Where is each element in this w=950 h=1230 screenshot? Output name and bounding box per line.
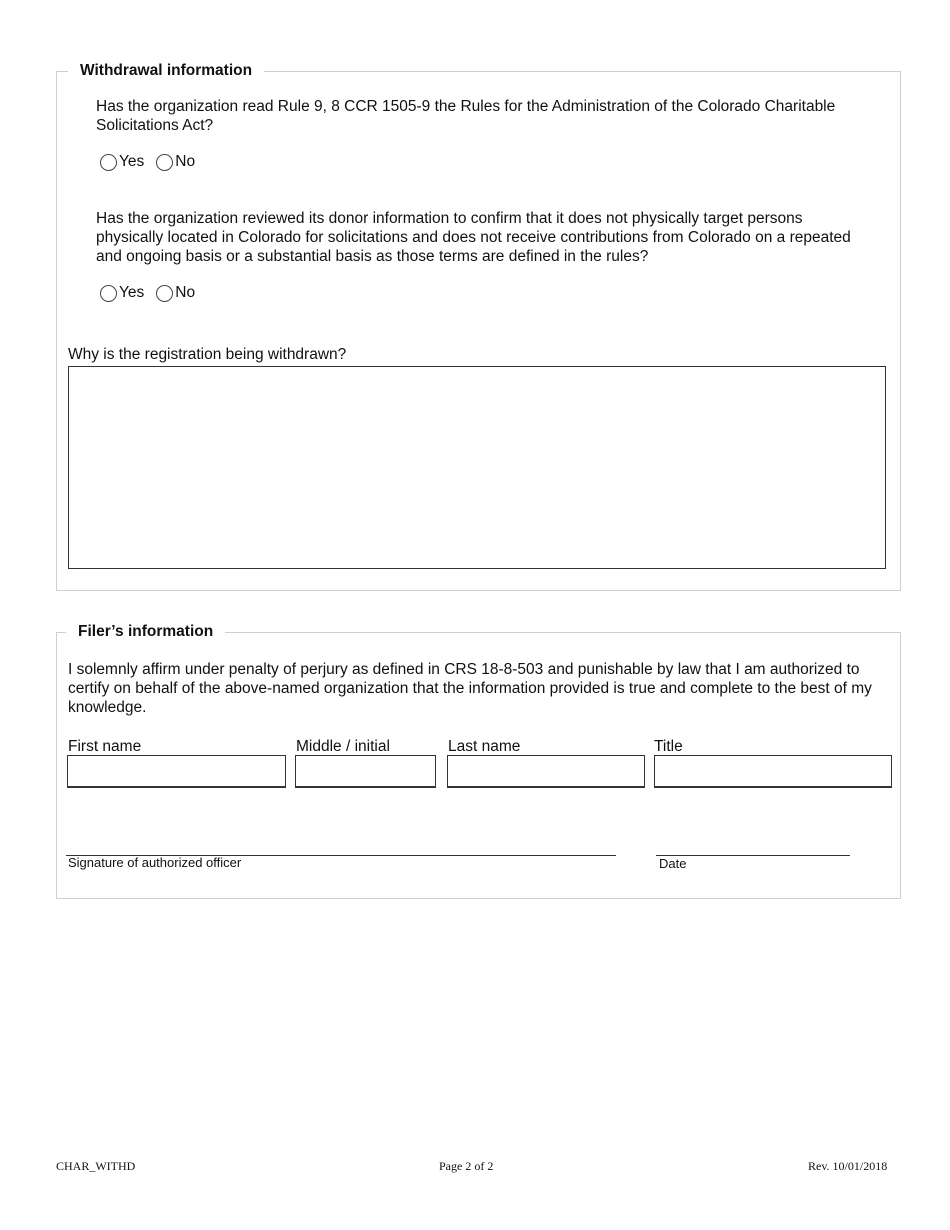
- filer-legend: Filer’s information: [66, 623, 225, 641]
- filer-affirmation: I solemnly affirm under penalty of perjury as defined in CRS 18-8-503 and punishable by law that I am authorized to certify on behalf of the above-named organization that the information provided is true and complete to the best of my knowledge.: [68, 661, 872, 716]
- footer-revision: Rev. 10/01/2018: [808, 1159, 888, 1173]
- radio-circle-icon[interactable]: [100, 285, 117, 302]
- question-donor-review: Has the organization reviewed its donor information to confirm that it does not physically target persons physically located in Colorado for solicitations and does not receive contributions from Colorado on a repeated and ongoing basis or a substantial basis as those terms are defined in the rules?: [96, 210, 851, 265]
- question-rule9: Has the organization read Rule 9, 8 CCR 1505-9 the Rules for the Administration of the Colorado Charitable Solicitations Act?: [96, 98, 836, 134]
- middle-initial-label: Middle / initial: [296, 738, 390, 755]
- radio-donor-yes[interactable]: [100, 284, 144, 302]
- last-name-label: Last name: [448, 738, 521, 755]
- middle-initial-input[interactable]: [295, 755, 436, 788]
- withdrawal-reason-label: Why is the registration being withdrawn?: [68, 346, 347, 363]
- radio-donor-no[interactable]: [156, 284, 195, 302]
- radio-group-donor-review: [100, 284, 207, 302]
- radio-circle-icon[interactable]: [156, 154, 173, 171]
- radio-rule9-no[interactable]: [156, 153, 195, 171]
- radio-circle-icon[interactable]: [100, 154, 117, 171]
- radio-circle-icon[interactable]: [156, 285, 173, 302]
- withdrawal-legend: Withdrawal information: [68, 62, 264, 80]
- signature-label: Signature of authorized officer: [68, 855, 242, 870]
- footer-form-id: CHAR_WITHD: [56, 1159, 136, 1173]
- radio-label-yes: Yes: [119, 284, 145, 301]
- footer-page-number: Page 2 of 2: [439, 1159, 494, 1173]
- radio-label-no: No: [175, 284, 196, 301]
- withdrawal-reason-textarea[interactable]: [68, 366, 886, 569]
- date-label: Date: [659, 856, 687, 871]
- radio-label-yes: Yes: [119, 153, 145, 170]
- first-name-label: First name: [68, 738, 142, 755]
- radio-rule9-yes[interactable]: [100, 153, 144, 171]
- title-input[interactable]: [654, 755, 892, 788]
- first-name-input[interactable]: [67, 755, 286, 788]
- last-name-input[interactable]: [447, 755, 645, 788]
- radio-label-no: No: [175, 153, 196, 170]
- title-label: Title: [654, 738, 683, 755]
- radio-group-rule9: [100, 153, 207, 171]
